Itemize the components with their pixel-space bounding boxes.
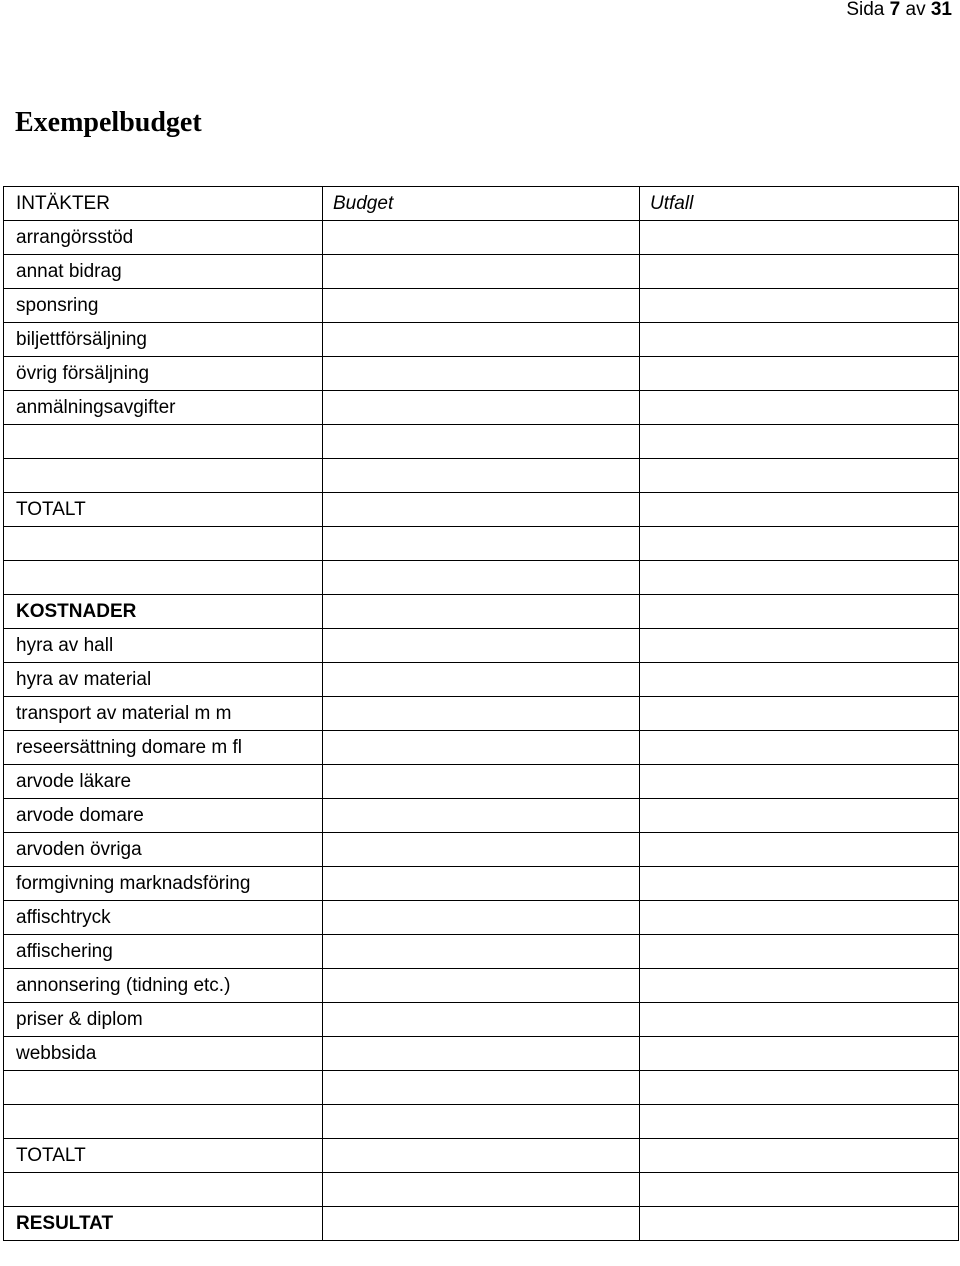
table-row (4, 697, 959, 731)
row-label: KOSTNADER (4, 595, 323, 629)
row-label (4, 1071, 323, 1105)
table-row (4, 1105, 959, 1139)
page-number-prefix: Sida (846, 0, 890, 20)
table-row (4, 935, 959, 969)
table-row (4, 731, 959, 765)
budget-cell (323, 1003, 640, 1037)
page-number (846, 0, 952, 20)
utfall-cell (640, 357, 959, 391)
table-row (4, 1207, 959, 1241)
table-row (4, 629, 959, 663)
row-label (4, 459, 323, 493)
utfall-cell (640, 867, 959, 901)
budget-cell (323, 935, 640, 969)
utfall-cell (640, 833, 959, 867)
utfall-cell (640, 1037, 959, 1071)
table-row (4, 323, 959, 357)
row-label (4, 561, 323, 595)
utfall-cell (640, 1173, 959, 1207)
budget-cell (323, 391, 640, 425)
budget-cell (323, 1139, 640, 1173)
row-label: transport av material m m (4, 697, 323, 731)
utfall-cell (640, 1139, 959, 1173)
row-label: affischering (4, 935, 323, 969)
row-label: arvoden övriga (4, 833, 323, 867)
table-row (4, 901, 959, 935)
table-row (4, 527, 959, 561)
table-row (4, 561, 959, 595)
budget-cell (323, 799, 640, 833)
utfall-cell (640, 493, 959, 527)
utfall-cell (640, 935, 959, 969)
table-row (4, 765, 959, 799)
row-label: arvode domare (4, 799, 323, 833)
column-header-budget: Budget (323, 187, 640, 221)
row-label: RESULTAT (4, 1207, 323, 1241)
document-title: Exempelbudget (15, 107, 202, 138)
utfall-cell (640, 969, 959, 1003)
utfall-cell (640, 561, 959, 595)
utfall-cell (640, 255, 959, 289)
page-number-middle: av (900, 0, 931, 20)
row-label: arvode läkare (4, 765, 323, 799)
row-label: arrangörsstöd (4, 221, 323, 255)
table-row (4, 595, 959, 629)
row-label: formgivning marknadsföring (4, 867, 323, 901)
utfall-cell (640, 1003, 959, 1037)
budget-cell (323, 1173, 640, 1207)
utfall-cell (640, 391, 959, 425)
budget-cell (323, 323, 640, 357)
utfall-cell (640, 459, 959, 493)
utfall-cell (640, 1105, 959, 1139)
utfall-cell (640, 663, 959, 697)
table-row (4, 187, 959, 221)
row-label (4, 425, 323, 459)
table-row (4, 1173, 959, 1207)
utfall-cell (640, 765, 959, 799)
row-label: annat bidrag (4, 255, 323, 289)
budget-table (3, 186, 959, 1241)
utfall-cell (640, 1207, 959, 1241)
utfall-cell (640, 1071, 959, 1105)
budget-cell (323, 493, 640, 527)
table-row (4, 833, 959, 867)
utfall-cell (640, 323, 959, 357)
row-label: TOTALT (4, 493, 323, 527)
table-row (4, 255, 959, 289)
row-label (4, 1105, 323, 1139)
table-row (4, 1037, 959, 1071)
row-label: TOTALT (4, 1139, 323, 1173)
table-row (4, 357, 959, 391)
budget-cell (323, 663, 640, 697)
table-row (4, 663, 959, 697)
row-label: priser & diplom (4, 1003, 323, 1037)
utfall-cell (640, 221, 959, 255)
budget-cell (323, 1105, 640, 1139)
budget-cell (323, 833, 640, 867)
table-row (4, 867, 959, 901)
row-label: anmälningsavgifter (4, 391, 323, 425)
budget-cell (323, 629, 640, 663)
table-row (4, 1139, 959, 1173)
budget-table-body (4, 187, 959, 1241)
table-row (4, 221, 959, 255)
row-label: affischtryck (4, 901, 323, 935)
budget-cell (323, 357, 640, 391)
table-row (4, 493, 959, 527)
budget-cell (323, 595, 640, 629)
utfall-cell (640, 629, 959, 663)
table-row (4, 1003, 959, 1037)
row-label: reseersättning domare m fl (4, 731, 323, 765)
row-label: hyra av material (4, 663, 323, 697)
budget-cell (323, 459, 640, 493)
utfall-cell (640, 697, 959, 731)
row-label (4, 1173, 323, 1207)
budget-cell (323, 221, 640, 255)
budget-cell (323, 1037, 640, 1071)
page-number-current: 7 (889, 0, 901, 20)
budget-cell (323, 561, 640, 595)
table-row (4, 459, 959, 493)
row-label: webbsida (4, 1037, 323, 1071)
utfall-cell (640, 289, 959, 323)
table-row (4, 1071, 959, 1105)
row-label: övrig försäljning (4, 357, 323, 391)
table-row (4, 391, 959, 425)
utfall-cell (640, 799, 959, 833)
utfall-cell (640, 901, 959, 935)
table-row (4, 425, 959, 459)
row-label: annonsering (tidning etc.) (4, 969, 323, 1003)
column-header-utfall: Utfall (640, 187, 959, 221)
utfall-cell (640, 527, 959, 561)
budget-cell (323, 255, 640, 289)
budget-cell (323, 425, 640, 459)
budget-cell (323, 969, 640, 1003)
budget-cell (323, 697, 640, 731)
table-row (4, 799, 959, 833)
table-row (4, 969, 959, 1003)
page-number-total: 31 (930, 0, 952, 20)
table-row (4, 289, 959, 323)
budget-cell (323, 901, 640, 935)
row-label: sponsring (4, 289, 323, 323)
budget-cell (323, 289, 640, 323)
row-label: biljettförsäljning (4, 323, 323, 357)
budget-cell (323, 867, 640, 901)
budget-cell (323, 1071, 640, 1105)
utfall-cell (640, 595, 959, 629)
row-label: hyra av hall (4, 629, 323, 663)
budget-cell (323, 731, 640, 765)
budget-cell (323, 1207, 640, 1241)
utfall-cell (640, 731, 959, 765)
budget-cell (323, 765, 640, 799)
utfall-cell (640, 425, 959, 459)
budget-cell (323, 527, 640, 561)
row-label (4, 527, 323, 561)
row-label: INTÄKTER (4, 187, 323, 221)
